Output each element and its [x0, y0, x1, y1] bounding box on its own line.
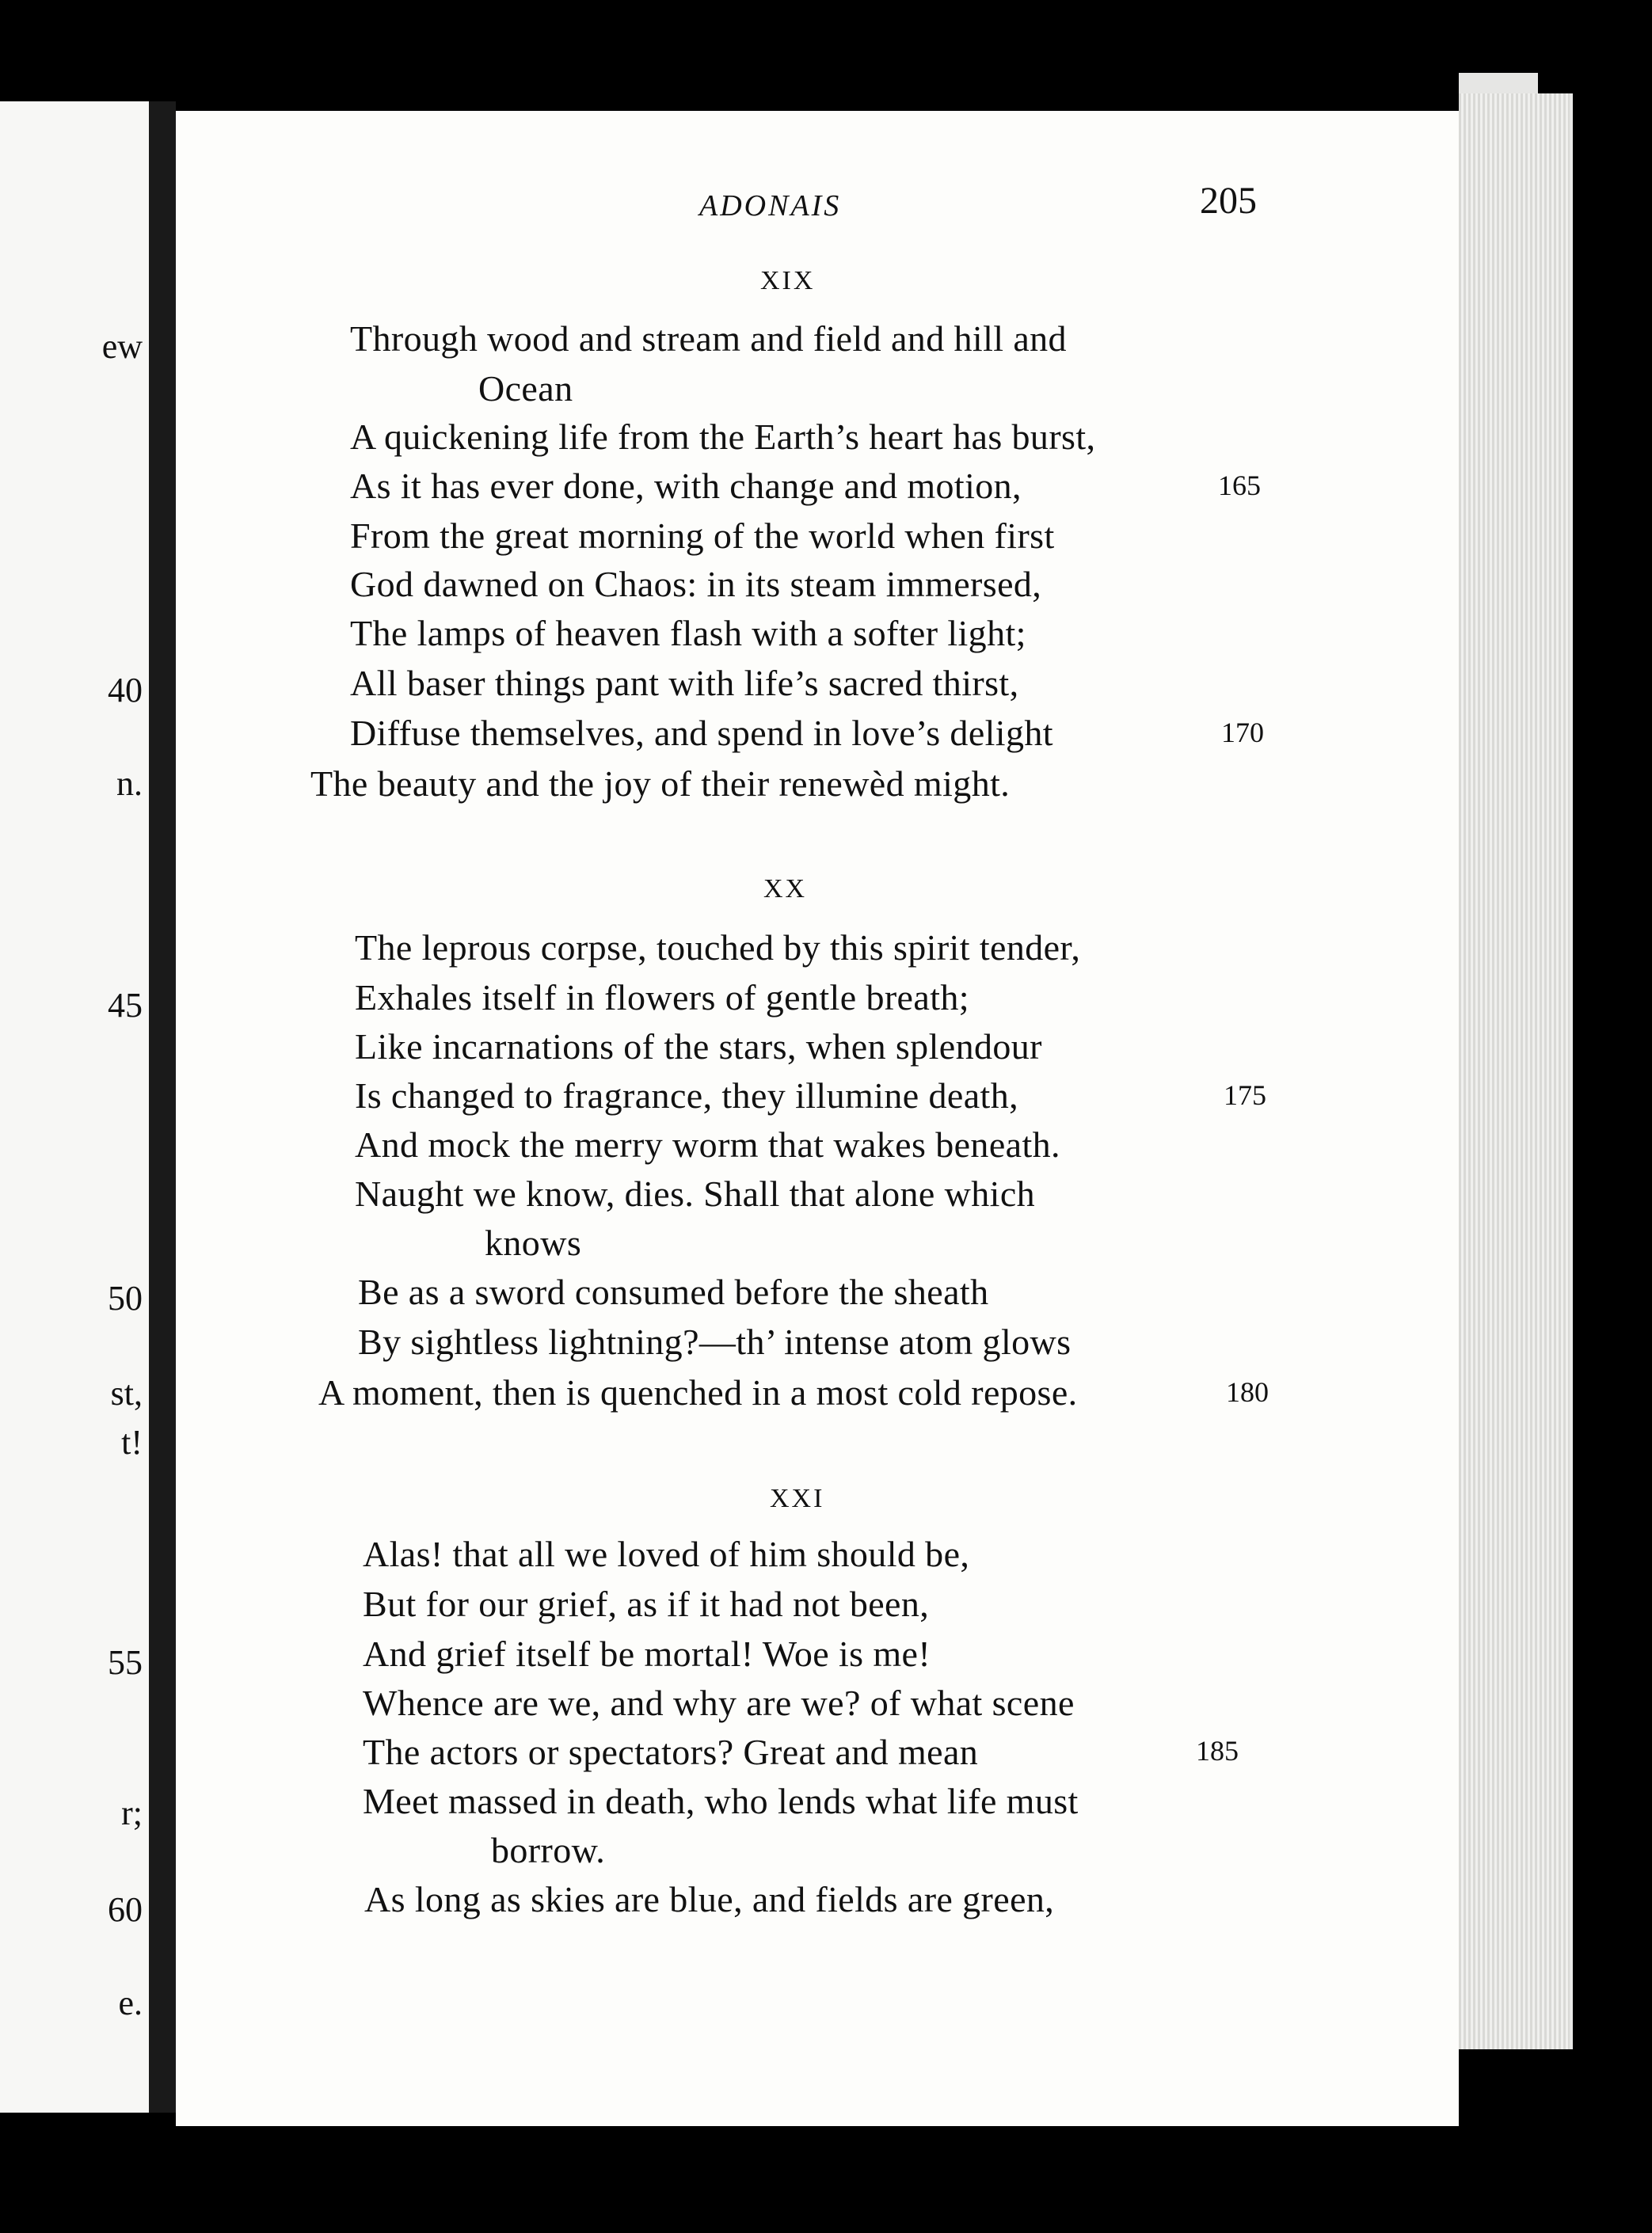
verse-line: Through wood and stream and field and hill and	[350, 318, 1067, 359]
line-number: 175	[1224, 1079, 1266, 1111]
verse-line: By sightless lightning?—th’ intense atom glows	[358, 1322, 1072, 1362]
verse-line: God dawned on Chaos: in its steam immersed,	[350, 564, 1042, 604]
verse-line: Is changed to fragrance, they illumine death,	[355, 1075, 1019, 1116]
verse-line: The actors or spectators? Great and mean	[363, 1732, 979, 1772]
running-head: ADONAIS	[699, 189, 842, 223]
page-fore-edge	[1459, 93, 1573, 2049]
line-number: 170	[1221, 717, 1264, 748]
left-page-fragment: t!	[121, 1423, 143, 1462]
left-page-fragment: st,	[110, 1374, 143, 1413]
line-number: 185	[1196, 1735, 1239, 1767]
verse-line: Meet massed in death, who lends what life must	[363, 1781, 1079, 1821]
verse-line: But for our grief, as if it had not been,	[363, 1584, 930, 1624]
verse-line: And grief itself be mortal! Woe is me!	[363, 1634, 931, 1674]
left-page-fragment: 60	[108, 1890, 143, 1929]
verse-line: And mock the merry worm that wakes beneath.	[355, 1124, 1060, 1165]
verse-line: A moment, then is quenched in a most cold repose.	[318, 1372, 1078, 1413]
stanza-numeral: XIX	[760, 266, 816, 295]
page-number: 205	[1200, 180, 1257, 222]
verse-line: All baser things pant with life’s sacred thirst,	[350, 663, 1019, 703]
book-page	[176, 111, 1459, 2126]
left-page-fragment: n.	[116, 764, 143, 803]
verse-line: A quickening life from the Earth’s heart has burst,	[350, 417, 1096, 457]
verse-line: knows	[485, 1223, 582, 1263]
stanza-numeral: XX	[763, 874, 808, 903]
verse-line: Alas! that all we loved of him should be,	[363, 1534, 970, 1574]
left-page-fragment: 55	[108, 1643, 143, 1682]
left-page-fragment: r;	[121, 1794, 143, 1832]
left-page-fragment: e.	[118, 1984, 143, 2022]
facing-left-page	[0, 101, 151, 2113]
stanza-numeral: XXI	[770, 1484, 825, 1513]
verse-line: Ocean	[478, 368, 573, 409]
verse-line: The lamps of heaven flash with a softer light;	[350, 613, 1026, 653]
left-page-fragment: 50	[108, 1279, 143, 1318]
verse-line: As long as skies are blue, and fields are green,	[364, 1879, 1055, 1919]
verse-line: The beauty and the joy of their renewèd might.	[310, 763, 1011, 804]
book-gutter	[149, 101, 176, 2113]
verse-line: Naught we know, dies. Shall that alone which	[355, 1174, 1036, 1214]
line-number: 165	[1218, 470, 1261, 501]
verse-line: From the great morning of the world when first	[350, 515, 1055, 556]
verse-line: Like incarnations of the stars, when splendour	[355, 1026, 1042, 1067]
verse-line: The leprous corpse, touched by this spirit tender,	[355, 927, 1081, 968]
left-page-fragment: 40	[108, 671, 143, 709]
left-page-fragment: 45	[108, 986, 143, 1025]
left-page-fragment: ew	[101, 327, 143, 366]
verse-line: Exhales itself in flowers of gentle breath;	[355, 977, 969, 1018]
verse-line: Diffuse themselves, and spend in love’s delight	[350, 713, 1053, 753]
verse-line: borrow.	[491, 1830, 606, 1870]
line-number: 180	[1226, 1376, 1269, 1408]
verse-line: Be as a sword consumed before the sheath	[358, 1272, 989, 1312]
verse-line: As it has ever done, with change and motion,	[350, 466, 1022, 506]
verse-line: Whence are we, and why are we? of what scene	[363, 1683, 1075, 1723]
